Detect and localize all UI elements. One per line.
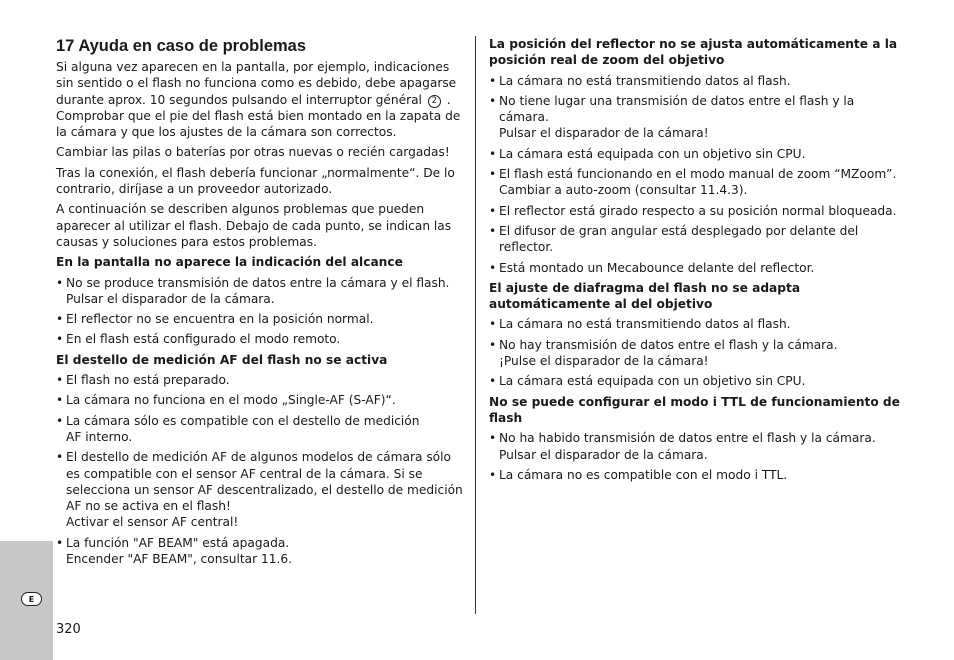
intro-paragraph-3: Tras la conexión, el flash debería funcionar „normalmente“. De lo contrario, diríjase a un proveedor autorizado. <box>56 165 455 197</box>
problem-heading: No se puede configurar el modo i TTL de funcionamiento de flash <box>489 394 900 425</box>
cause-item <box>489 316 901 332</box>
cause-item <box>56 331 468 347</box>
cause-list <box>489 73 901 276</box>
cause-text: • La cámara no es compatible con el modo i TTL. <box>499 467 788 482</box>
problem-section <box>56 352 468 568</box>
cause-item <box>56 372 468 388</box>
cause-item <box>56 392 468 408</box>
cause-list <box>56 275 468 348</box>
cause-text: • No hay transmisión de datos entre el flash y la cámara. <box>499 337 838 352</box>
problem-section <box>489 36 901 276</box>
cause-text: • La función "AF BEAM" está apagada. <box>66 535 290 550</box>
solution-text: Encender "AF BEAM", consultar 11.6. <box>66 552 293 567</box>
solution-text: Pulsar el disparador de la cámara! <box>499 126 709 141</box>
page-title: 17 Ayuda en caso de problemas <box>56 37 307 55</box>
cause-item <box>489 260 901 276</box>
intro-paragraph-1 <box>56 59 468 140</box>
problem-heading: El ajuste de diafragma del flash no se adapta automáticamente al del objetivo <box>489 280 801 312</box>
cause-text: • Está montado un Mecabounce delante del reflector. <box>499 260 815 275</box>
cause-text: • El reflector no se encuentra en la posición normal. <box>66 312 374 327</box>
solution-text: Pulsar el disparador de la cámara. <box>66 291 275 306</box>
cause-item <box>56 449 468 530</box>
cause-item <box>489 203 901 219</box>
cause-text: • El flash está funcionando en el modo manual de zoom “MZoom”. <box>499 167 897 182</box>
cause-text: • El flash no está preparado. <box>66 373 230 388</box>
problem-section <box>56 254 468 347</box>
power-switch-symbol: 2 <box>428 95 441 108</box>
solution-text: ¡Pulse el disparador de la cámara! <box>499 354 709 369</box>
cause-item <box>489 467 901 483</box>
cause-item <box>489 73 901 89</box>
language-badge: E <box>21 592 42 606</box>
solution-text: Cambiar a auto-zoom (consultar 11.4.3). <box>499 183 748 198</box>
cause-text: • No tiene lugar una transmisión de datos entre el flash y la cámara. <box>499 93 855 125</box>
cause-list <box>489 430 901 483</box>
intro-text-b: . Comprobar que el pie del flash está bien montado en la zapata de la cámara y que los ajustes de la cámara son correctos. <box>56 92 461 140</box>
right-problem-sections <box>489 36 901 483</box>
cause-text: • La cámara está equipada con un objetivo sin CPU. <box>499 146 806 161</box>
cause-text: • La cámara está equipada con un objetivo sin CPU. <box>499 374 806 389</box>
cause-text: • La cámara no está transmitiendo datos al flash. <box>499 317 791 332</box>
cause-text: • El reflector está girado respecto a su posición normal bloqueada. <box>499 203 897 218</box>
left-problem-sections <box>56 254 468 567</box>
cause-list <box>489 316 901 389</box>
cause-item <box>56 311 468 327</box>
cause-item <box>56 275 468 308</box>
solution-text: Pulsar el disparador de la cámara. <box>499 447 708 462</box>
solution-text: Activar el sensor AF central! <box>66 515 239 530</box>
cause-text: • No ha habido transmisión de datos entre el flash y la cámara. <box>499 431 876 446</box>
cause-item <box>56 413 468 446</box>
left-column <box>56 36 468 571</box>
cause-text: • En el flash está configurado el modo remoto. <box>66 332 341 347</box>
cause-item <box>489 166 901 199</box>
column-divider <box>475 36 476 614</box>
cause-text: • La cámara no está transmitiendo datos al flash. <box>499 73 791 88</box>
cause-item <box>56 535 468 568</box>
intro-text-a: Si alguna vez aparecen en la pantalla, por ejemplo, indicaciones sin sentido o el flash no funciona como es debido, debe apagarse durante aprox. 10 segundos pulsando el interruptor général <box>56 60 457 107</box>
cause-item <box>489 337 901 370</box>
problem-heading: El destello de medición AF del flash no se activa <box>56 352 388 367</box>
cause-text: • La cámara sólo es compatible con el destello de medición <box>66 413 420 428</box>
cause-item <box>489 146 901 162</box>
solution-text: AF interno. <box>66 429 133 444</box>
cause-list <box>56 372 468 567</box>
cause-item <box>489 223 901 256</box>
cause-text: • No se produce transmisión de datos entre la cámara y el flash. <box>66 275 450 290</box>
problem-section <box>489 394 901 483</box>
cause-item <box>489 373 901 389</box>
cause-text: • El difusor de gran angular está desplegado por delante del reflector. <box>499 223 859 255</box>
right-column <box>489 36 901 487</box>
cause-text: • La cámara no funciona en el modo „Single-AF (S-AF)“. <box>66 393 396 408</box>
problem-heading: La posición del reflector no se ajusta automáticamente a la posición real de zoom del objetivo <box>489 37 898 68</box>
intro-paragraph-2: Cambiar las pilas o baterías por otras nuevas o recién cargadas! <box>56 145 450 160</box>
cause-item <box>489 93 901 142</box>
intro-paragraph-4: A continuación se describen algunos problemas que pueden aparecer al utilizar el flash. Debajo de cada punto, se indican las causas y soluciones para estos problemas. <box>56 202 452 249</box>
problem-section <box>489 280 901 390</box>
cause-item <box>489 430 901 463</box>
page-number: 320 <box>56 622 81 637</box>
problem-heading: En la pantalla no aparece la indicación del alcance <box>56 255 403 270</box>
cause-text: • El destello de medición AF de algunos modelos de cámara sólo es compatible con el sensor AF central de la cámara. Si se selecciona un sensor AF descentralizado, el destello de medición AF no se activa en el flash! <box>66 450 463 514</box>
